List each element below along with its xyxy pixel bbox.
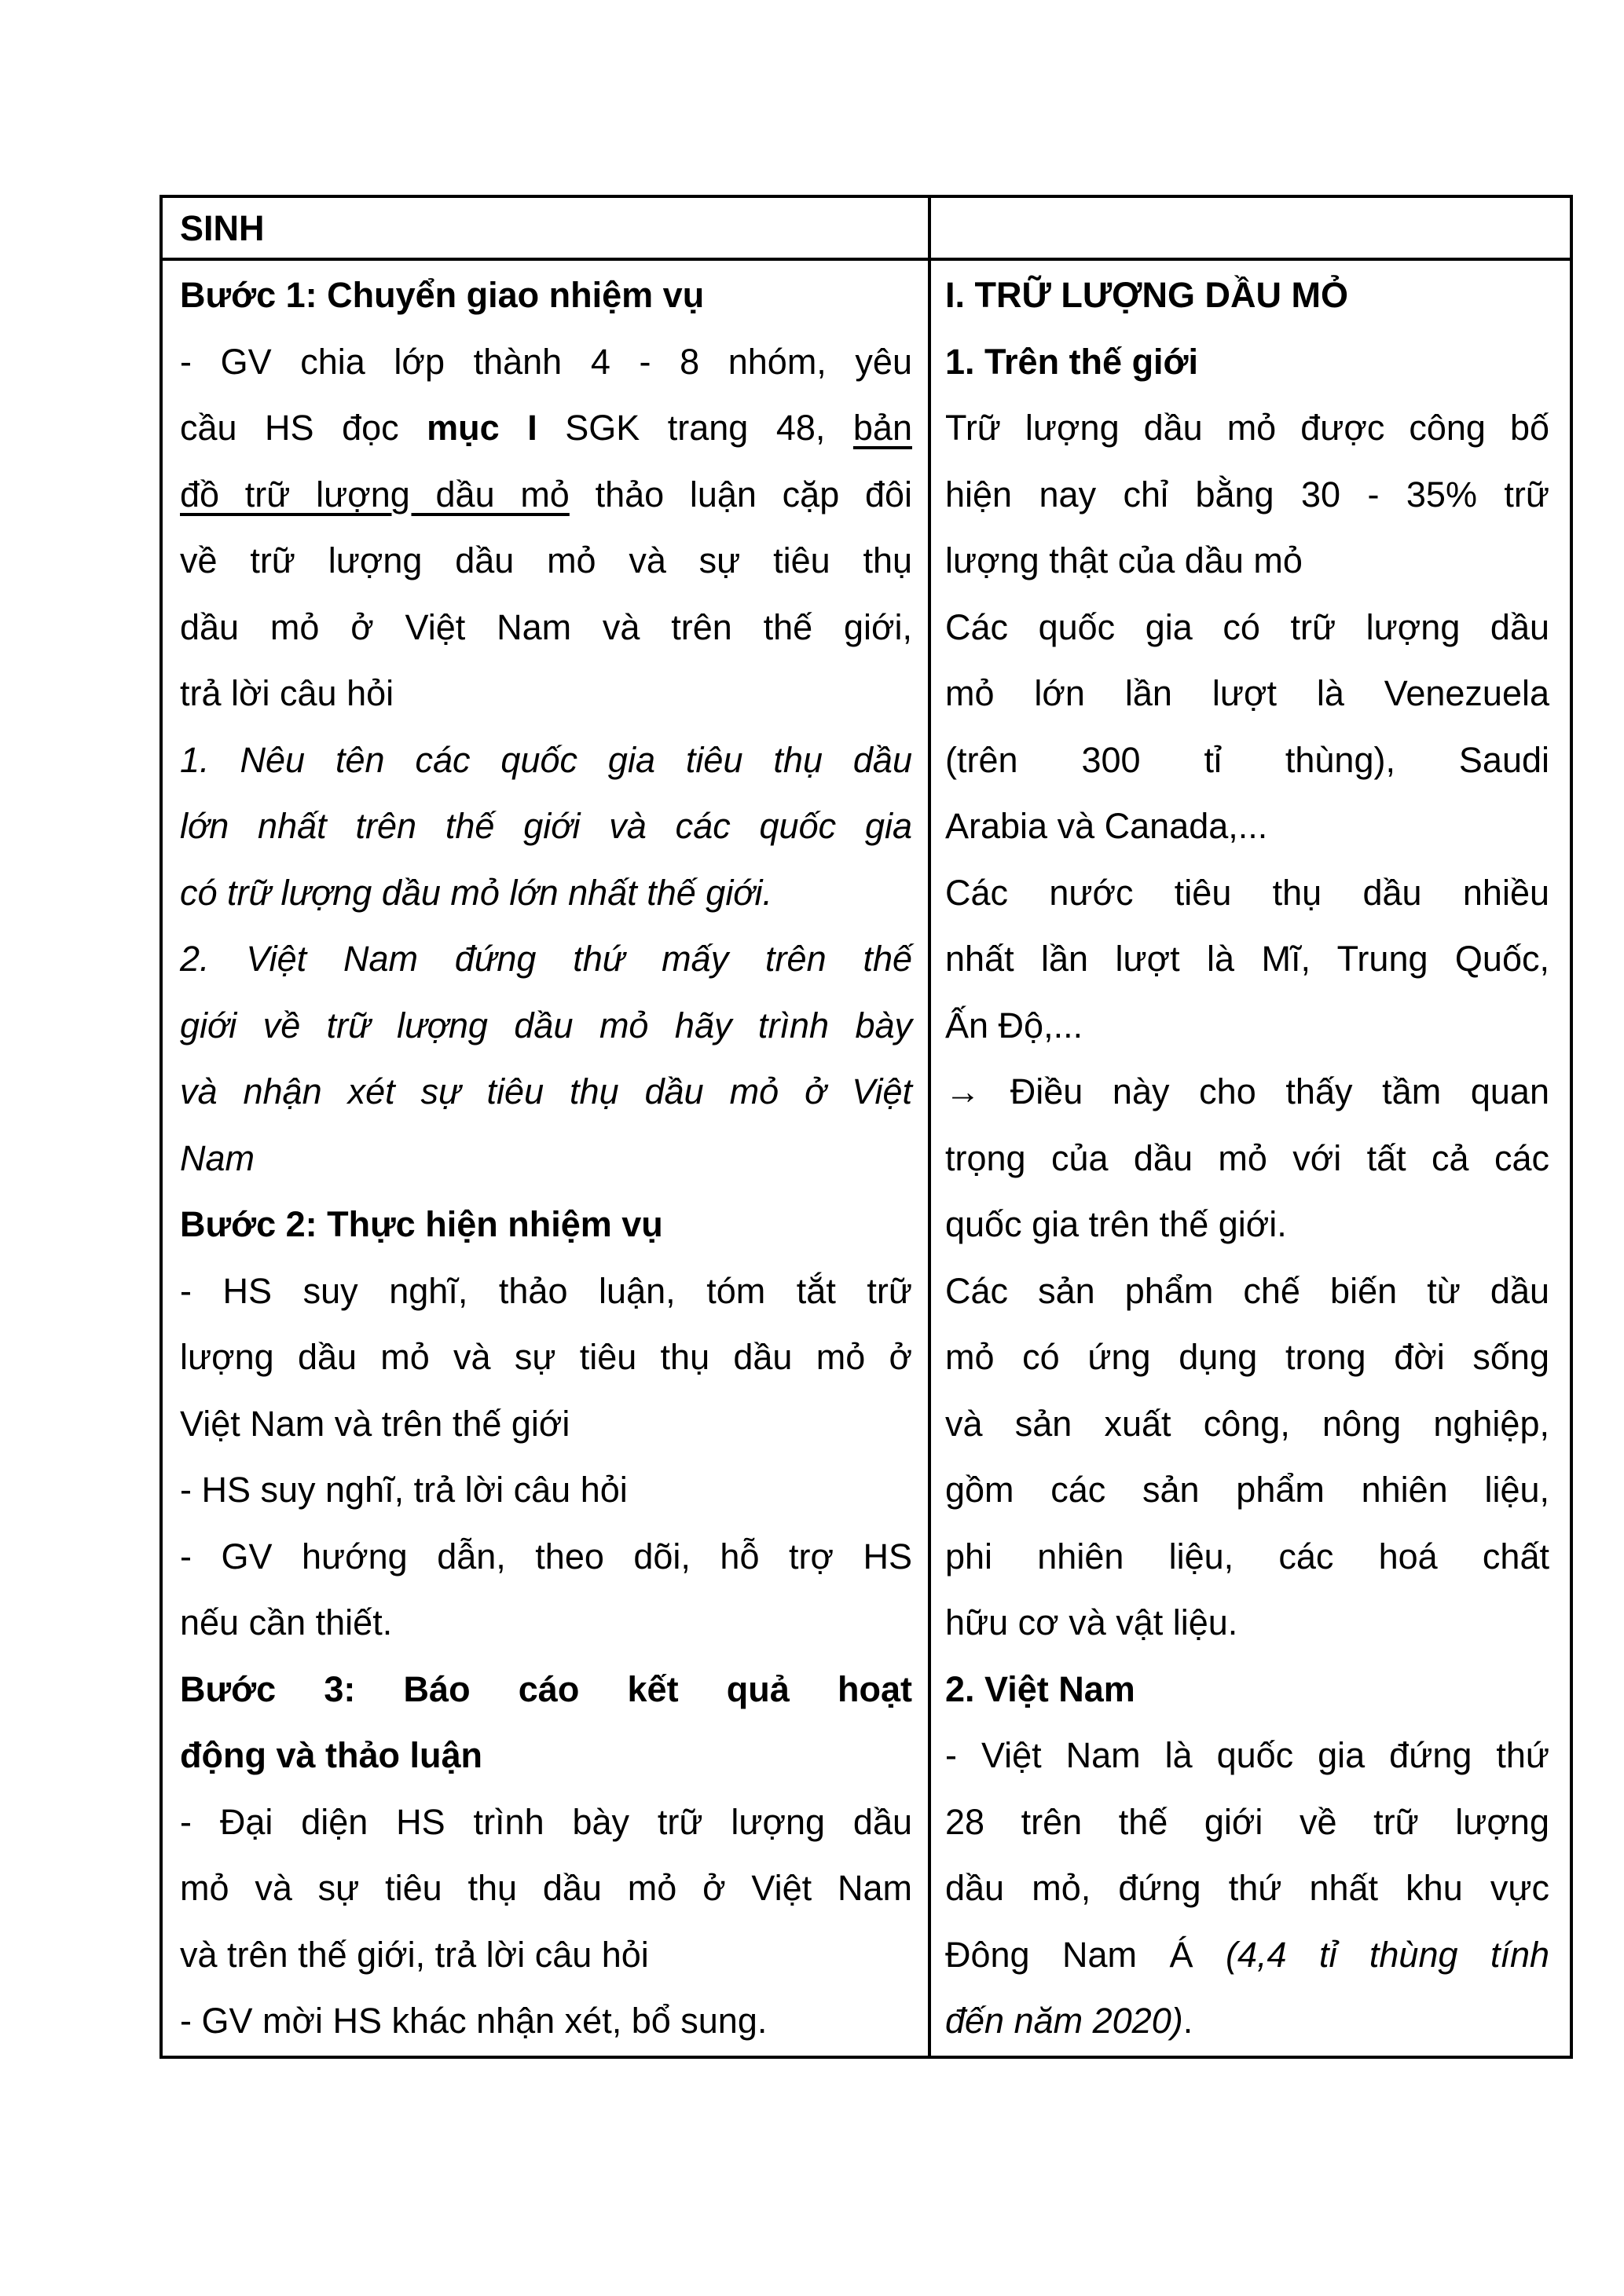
text-line <box>945 262 1549 329</box>
text-line <box>180 329 912 396</box>
text-segment: - GV mời HS khác nhận xét, bổ sung. <box>180 2001 768 2041</box>
text-segment: Nam <box>180 1137 255 1178</box>
table-cell-lesson-content <box>931 261 1570 2056</box>
text-segment: và sản xuất công, nông nghiệp, <box>945 1403 1549 1444</box>
text-segment: gồm các sản phẩm nhiên liệu, <box>945 1470 1549 1510</box>
text-line <box>945 1258 1549 1325</box>
text-segment: 1. Nêu tên các quốc gia tiêu thụ dầu <box>180 739 912 780</box>
text-segment: 28 trên thế giới về trữ lượng <box>945 1801 1549 1842</box>
text-segment: mỏ và sự tiêu thụ dầu mỏ ở Việt Nam <box>180 1868 912 1908</box>
table-header-cell-left <box>163 198 931 261</box>
text-line <box>945 1457 1549 1524</box>
text-line <box>180 1324 912 1391</box>
table-cell-teaching-activities <box>163 261 931 2056</box>
text-segment: lượng dầu mỏ và sự tiêu thụ dầu mỏ ở <box>180 1337 912 1377</box>
text-segment: trọng của dầu mỏ với tất cả các <box>945 1137 1549 1178</box>
text-segment: - GV hướng dẫn, theo dõi, hỗ trợ HS <box>180 1536 912 1576</box>
text-line <box>945 1789 1549 1856</box>
text-segment: Đông Nam Á <box>945 1934 1226 1975</box>
text-line <box>945 1524 1549 1591</box>
text-line <box>180 1524 912 1591</box>
text-line <box>945 1855 1549 1922</box>
text-segment: bản <box>852 408 912 448</box>
text-line <box>180 727 912 794</box>
text-segment: - HS suy nghĩ, trả lời câu hỏi <box>180 1470 628 1510</box>
text-line <box>180 1192 912 1258</box>
text-segment: động và thảo luận <box>180 1735 483 1775</box>
text-line <box>945 595 1549 661</box>
text-line <box>180 1059 912 1126</box>
text-line <box>945 993 1549 1060</box>
text-segment: Các nước tiêu thụ dầu nhiều <box>945 872 1549 913</box>
text-segment: dầu mỏ ở Việt Nam và trên thế giới, <box>180 606 912 647</box>
text-segment: - HS suy nghĩ, thảo luận, tóm tắt trữ <box>180 1270 912 1311</box>
text-line <box>945 395 1549 462</box>
text-line <box>180 926 912 993</box>
text-line <box>945 1922 1549 1989</box>
text-segment: hiện nay chỉ bằng 30 - 35% trữ <box>945 474 1549 514</box>
text-line <box>180 1988 912 2055</box>
text-line <box>180 1657 912 1723</box>
text-line <box>180 993 912 1060</box>
text-line <box>945 1590 1549 1657</box>
text-segment: và trên thế giới, trả lời câu hỏi <box>180 1934 649 1975</box>
text-line <box>945 528 1549 595</box>
text-line <box>180 528 912 595</box>
text-segment: Arabia và Canada,... <box>945 806 1268 846</box>
text-line <box>945 1192 1549 1258</box>
text-segment: đến năm 2020) <box>945 2001 1183 2041</box>
table-header-cell-right <box>931 198 1570 261</box>
text-segment: Việt Nam và trên thế giới <box>180 1403 570 1444</box>
text-line <box>180 1723 912 1789</box>
text-segment: giới về trữ lượng dầu mỏ hãy trình bày <box>180 1005 912 1045</box>
text-segment: Các sản phẩm chế biến từ dầu <box>945 1270 1549 1311</box>
text-segment: → Điều này cho thấy tầm quan <box>945 1071 1549 1111</box>
text-line <box>945 926 1549 993</box>
text-line <box>945 1324 1549 1391</box>
text-segment: dầu mỏ, đứng thứ nhất khu vực <box>945 1868 1549 1908</box>
text-segment: - Việt Nam là quốc gia đứng thứ <box>945 1735 1549 1775</box>
text-line <box>180 1126 912 1192</box>
text-line <box>945 462 1549 529</box>
text-line <box>945 329 1549 396</box>
text-line <box>180 1457 912 1524</box>
text-line <box>180 262 912 329</box>
text-line <box>945 661 1549 727</box>
text-segment: Trữ lượng dầu mỏ được công bố <box>945 408 1549 448</box>
text-line <box>945 1391 1549 1458</box>
text-line <box>180 1258 912 1325</box>
text-segment: mục I <box>427 408 537 448</box>
text-segment: đồ trữ lượng dầu mỏ <box>180 474 570 514</box>
text-line <box>180 1922 912 1989</box>
text-line <box>180 793 912 860</box>
text-segment: SGK trang 48, <box>537 408 853 448</box>
text-segment: hữu cơ và vật liệu. <box>945 1602 1238 1642</box>
text-segment: nếu cần thiết. <box>180 1602 393 1642</box>
text-line <box>180 1789 912 1856</box>
text-segment: . <box>1182 2001 1193 2041</box>
text-segment: lượng thật của dầu mỏ <box>945 540 1303 580</box>
text-segment: lớn nhất trên thế giới và các quốc gia <box>180 806 912 846</box>
text-segment: nhất lần lượt là Mĩ, Trung Quốc, <box>945 939 1549 979</box>
text-segment: cầu HS đọc <box>180 408 427 448</box>
text-line <box>945 860 1549 927</box>
text-line <box>180 661 912 727</box>
text-segment: - GV chia lớp thành 4 - 8 nhóm, yêu <box>180 341 912 382</box>
text-segment: 2. Việt Nam đứng thứ mấy trên thế <box>180 939 912 979</box>
text-line <box>945 1988 1549 2055</box>
text-segment: I. TRỮ LƯỢNG DẦU MỎ <box>945 275 1349 315</box>
text-segment: trả lời câu hỏi <box>180 673 394 713</box>
text-segment: 1. Trên thế giới <box>945 341 1199 382</box>
text-segment: Bước 2: Thực hiện nhiệm vụ <box>180 1204 663 1244</box>
text-line <box>180 1590 912 1657</box>
text-line <box>945 727 1549 794</box>
text-segment: Các quốc gia có trữ lượng dầu <box>945 606 1549 647</box>
text-segment: Bước 3: Báo cáo kết quả hoạt <box>180 1668 912 1709</box>
text-line <box>945 793 1549 860</box>
text-line <box>180 462 912 529</box>
text-segment: có trữ lượng dầu mỏ lớn nhất thế giới. <box>180 872 773 913</box>
text-segment: mỏ có ứng dụng trong đời sống <box>945 1337 1549 1377</box>
text-segment: 2. Việt Nam <box>945 1668 1135 1709</box>
text-segment: (4,4 tỉ thùng tính <box>1225 1934 1549 1975</box>
text-line <box>180 1391 912 1458</box>
text-line <box>180 595 912 661</box>
text-segment: Ấn Độ,... <box>945 1005 1083 1045</box>
text-segment: phi nhiên liệu, các hoá chất <box>945 1536 1549 1576</box>
text-segment: và nhận xét sự tiêu thụ dầu mỏ ở Việt <box>180 1071 912 1111</box>
text-segment: (trên 300 tỉ thùng), Saudi <box>945 739 1549 780</box>
text-segment: mỏ lớn lần lượt là Venezuela <box>945 673 1549 713</box>
text-segment: Bước 1: Chuyển giao nhiệm vụ <box>180 275 705 315</box>
text-line <box>180 1855 912 1922</box>
lesson-plan-table <box>159 195 1573 2059</box>
text-line <box>180 860 912 927</box>
text-line <box>945 1126 1549 1192</box>
text-segment: - Đại diện HS trình bày trữ lượng dầu <box>180 1801 912 1842</box>
text-segment: về trữ lượng dầu mỏ và sự tiêu thụ <box>180 540 912 580</box>
text-line <box>945 1723 1549 1789</box>
text-segment: quốc gia trên thế giới. <box>945 1204 1287 1244</box>
text-line <box>945 1657 1549 1723</box>
text-line <box>180 395 912 462</box>
text-segment: thảo luận cặp đôi <box>569 474 912 514</box>
header-label-sinh: SINH <box>180 208 265 248</box>
text-line <box>945 1059 1549 1126</box>
